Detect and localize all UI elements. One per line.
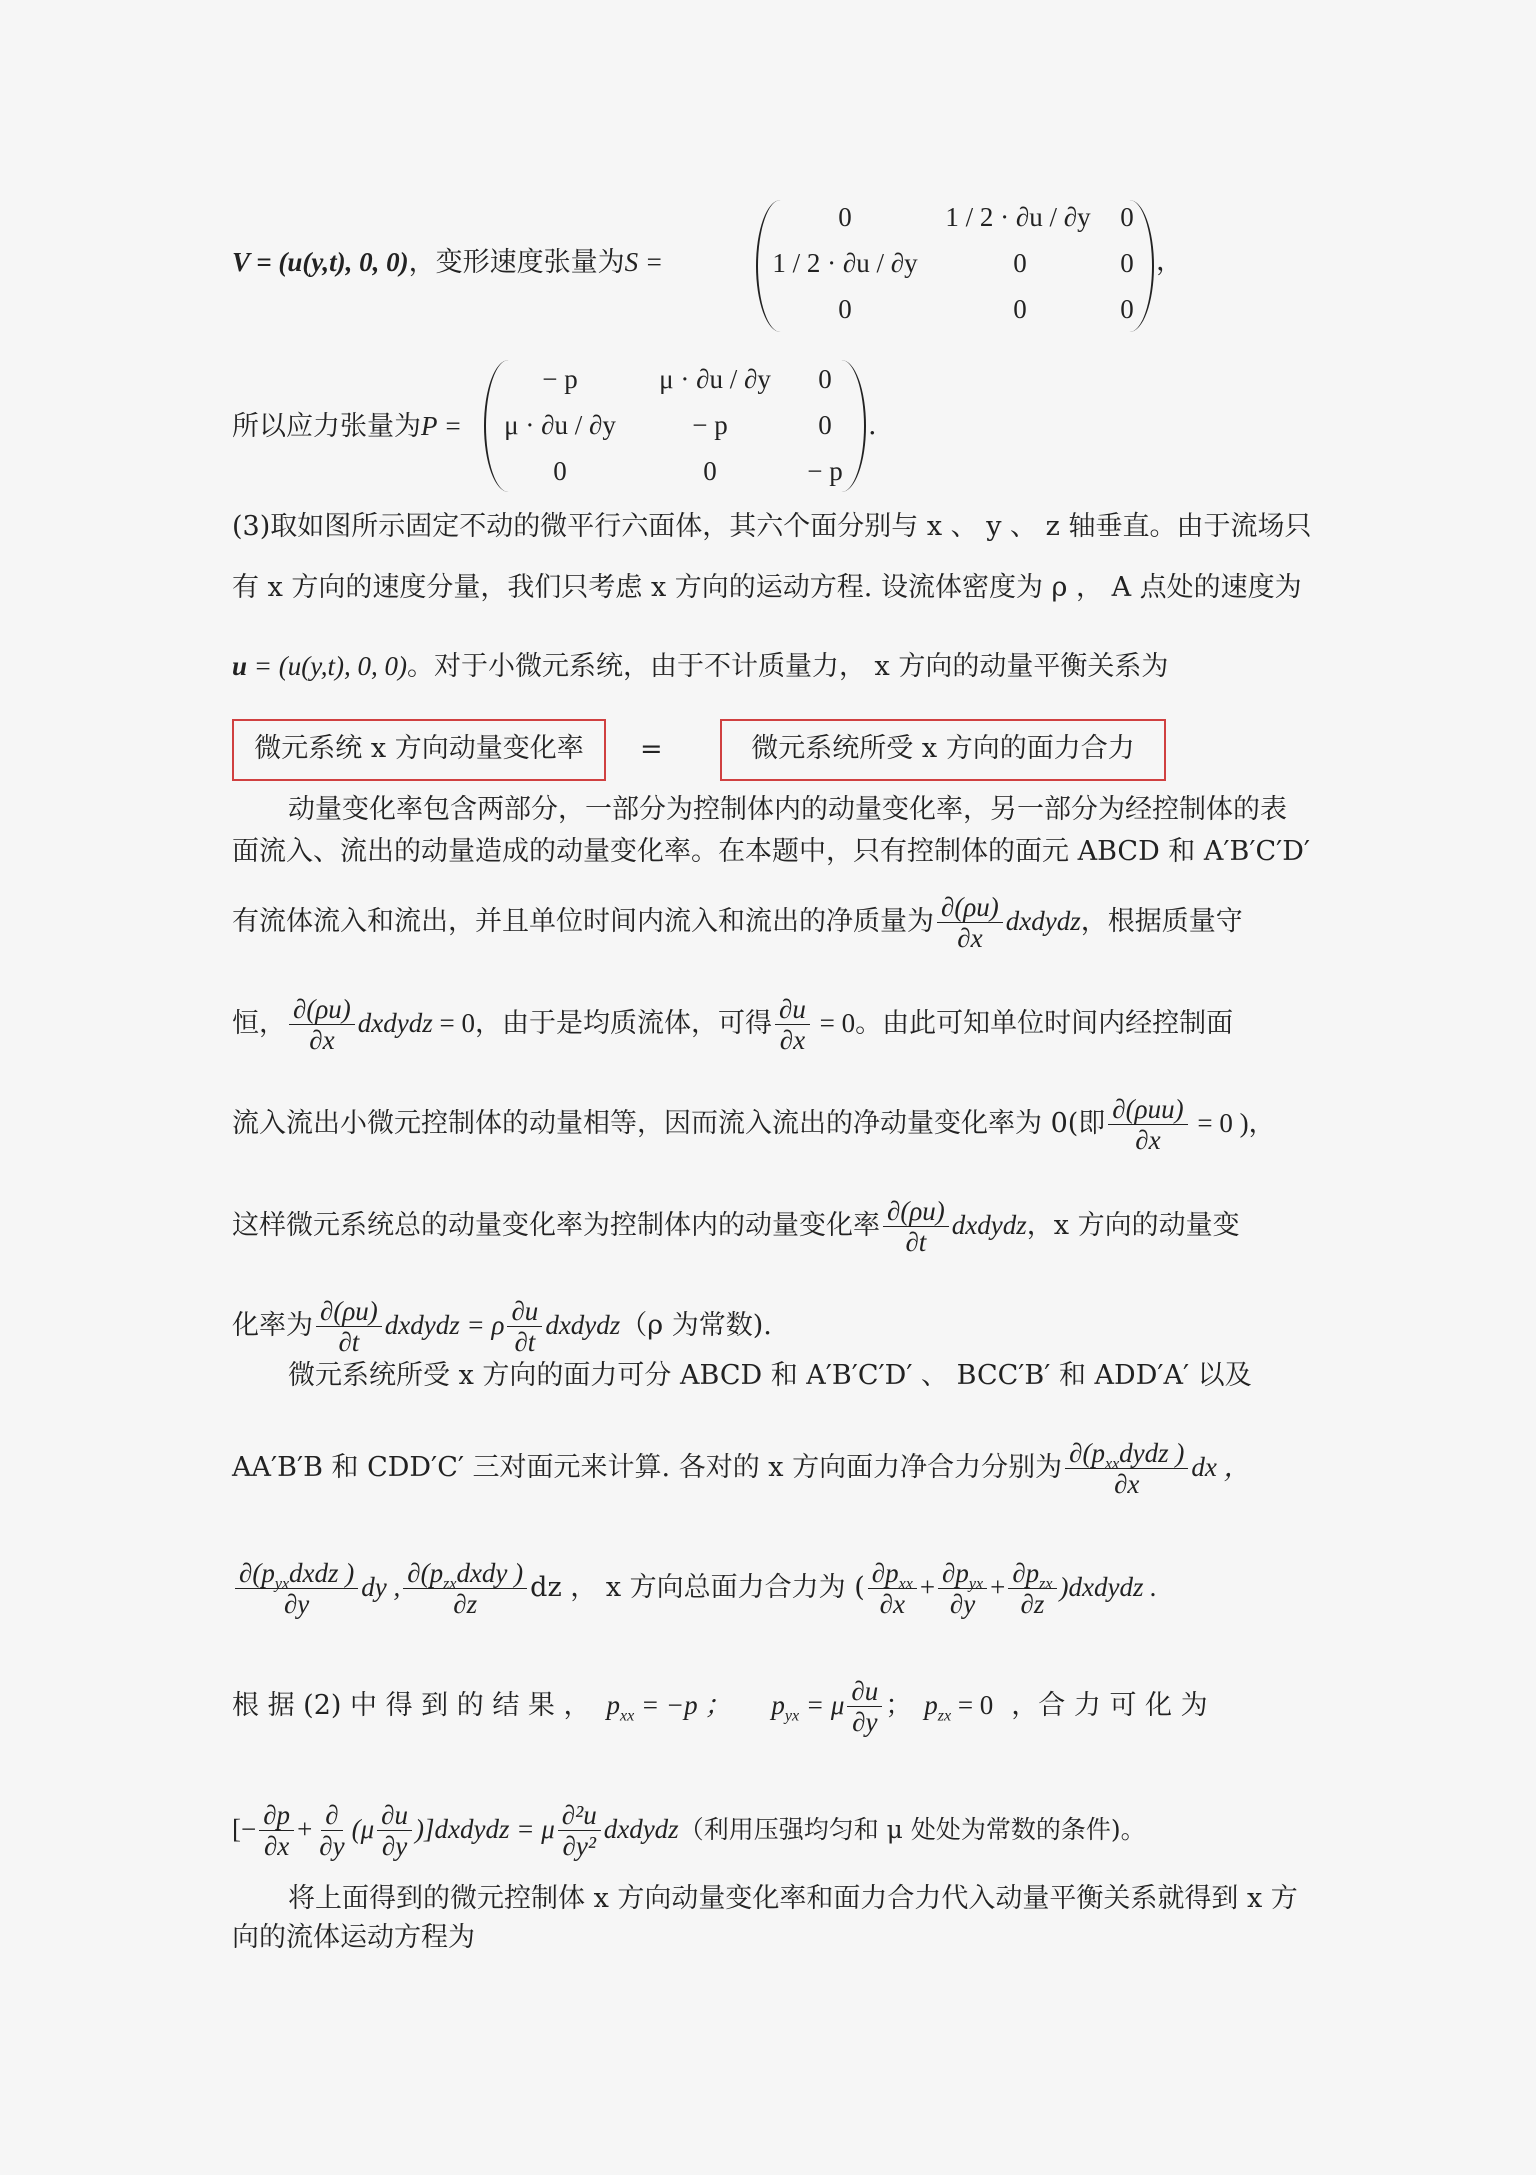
- matrix-p-cell: 0: [703, 456, 717, 486]
- velocity-vector: V = (u(y,t), 0, 0): [232, 247, 409, 277]
- surface-force-box: 微元系统所受 x 方向的面力合力: [720, 719, 1166, 781]
- paragraph-3-line-3: u = (u(y,t), 0, 0)。对于小微元系统，由于不计质量力， x 方向的动量平衡关系为: [232, 651, 1169, 682]
- matrix-s-cell: 0: [1120, 294, 1134, 324]
- stress-label: 所以应力张量为: [232, 411, 421, 442]
- matrix-s-cell: 1 / 2 · ∂u / ∂y: [772, 248, 918, 278]
- velocity-definition-line: V = (u(y,t), 0, 0)，变形速度张量为S =: [232, 247, 664, 278]
- paragraph-7-line-1: 将上面得到的微元控制体 x 方向动量变化率和面力合力代入动量平衡关系就得到 x 方: [288, 1883, 1298, 1914]
- momentum-rate-box: 微元系统 x 方向动量变化率: [232, 719, 606, 781]
- fraction: $\frac{\partial u}{\partial t}$: [507, 1296, 542, 1357]
- fraction: $\frac{\partial p_{xx}}{\partial x}$: [868, 1558, 917, 1619]
- matrix-s-cell: 0: [1013, 294, 1027, 324]
- paragraph-3-line-2: 有 x 方向的速度分量，我们只考虑 x 方向的运动方程. 设流体密度为 ρ ， A 点处的速度为: [232, 572, 1302, 603]
- paragraph-4-line-1: 动量变化率包含两部分，一部分为控制体内的动量变化率，另一部分为经控制体的表: [288, 794, 1287, 825]
- matrix-p-period: .: [868, 410, 877, 441]
- paragraph-4-line-4: 恒， $\frac{\partial(\rho u)}{\partial x}$ dxdydz = 0，由于是均质流体，可得 $\frac{\partial u}{\partial x}$ = 0。由此可知单位时间内经控制面: [232, 994, 1234, 1055]
- paragraph-3-line-1: (3)取如图所示固定不动的微平行六面体，其六个面分别与 x 、 y 、 z 轴垂直。由于流场只: [232, 511, 1312, 542]
- fraction: $\frac{\text{∂(ρuu)}}{\partial x}$: [1108, 1094, 1187, 1155]
- fraction: $\frac{\partial(\rho u)}{\partial t}$: [316, 1296, 382, 1357]
- paragraph-4-line-3: 有流体流入和流出，并且单位时间内流入和流出的净质量为 $\frac{\partial(\rho u)}{\partial x}$ dxdydz，根据质量守: [232, 892, 1243, 953]
- paragraph-6-line-2: [− $\frac{\partial p}{\partial x}$ + $\frac{\partial}{\partial y}$ (μ $\frac{\partial u}{\partial y}$ )]dxdydz = μ $\frac{\text{∂²u}}{\text{∂y²}}$ dxdydz（利用压强均匀和 μ 处处为常数的条件)。: [232, 1800, 1146, 1861]
- paragraph-5-line-1: 微元系统所受 x 方向的面力可分 ABCD 和 A′B′C′D′ 、 BCC′B′ 和 ADD′A′ 以及: [288, 1360, 1252, 1391]
- paragraph-7-line-2: 向的流体运动方程为: [232, 1922, 475, 1953]
- matrix-s-comma: ，: [1156, 246, 1183, 277]
- fraction: $\frac{\partial p_{zx}}{\partial z}$: [1008, 1558, 1056, 1619]
- paragraph-6-line-1: 根 据 (2) 中 得 到 的 结 果 ， $p_{xx} = -p$ ； $p_{yx} = \mu$ $\frac{\partial u}{\partial y}$ ； $p_{zx} = 0$ ，合 力 可 化 为: [232, 1676, 1208, 1737]
- fraction: $\frac{\partial(p_{zx}dxdy )}{\partial z}$: [403, 1558, 527, 1619]
- fraction: $\frac{\partial u}{\partial y}$: [847, 1676, 882, 1737]
- fraction: $\frac{\partial(p_{yx}dxdz )}{\partial y}$: [235, 1558, 358, 1619]
- fraction: $\frac{\text{∂²u}}{\text{∂y²}}$: [558, 1800, 601, 1861]
- paragraph-4-line-7: 化率为 $\frac{\partial(\rho u)}{\partial t}$ dxdydz = ρ $\frac{\partial u}{\partial t}$ dxdydz（ρ 为常数).: [232, 1296, 772, 1357]
- matrix-p-cell: μ · ∂u / ∂y: [659, 364, 771, 394]
- fraction: $\frac{\partial(\rho u)}{\partial x}$: [289, 994, 355, 1055]
- fraction: $\frac{\partial(p_{xx}dydz )}{\partial x}$: [1065, 1438, 1188, 1499]
- p-equals: P =: [421, 411, 462, 441]
- box-equals: =: [640, 734, 663, 765]
- paragraph-5-line-3: $\frac{\partial(p_{yx}dxdz )}{\partial y}$ dy , $\frac{\partial(p_{zx}dxdy )}{\partial z}$ dz ， x 方向总面力合力为 ( $\frac{\partial p_{xx}}{\partial x}$ + $\frac{\partial p_{yx}}{\partial y}$ + $\frac{\partial p_{zx}}{\partial z}$ )dxdydz .: [232, 1558, 1304, 1619]
- paragraph-4-line-5: 流入流出小微元控制体的动量相等，因而流入流出的净动量变化率为 0(即 $\frac{\text{∂(ρuu)}}{\partial x}$ = 0 )，: [232, 1094, 1276, 1155]
- matrix-s-cell: 0: [1120, 248, 1134, 278]
- matrix-s-cell: 0: [838, 202, 852, 232]
- paragraph-5-line-2: AA′B′B 和 CDD′C′ 三对面元来计算. 各对的 x 方向面力净合力分别为 $\frac{\partial(p_{xx}dydz )}{\partial x}$ dx ，: [232, 1438, 1251, 1499]
- matrix-s-cell: 0: [1120, 202, 1134, 232]
- matrix-s-cell: 0: [1013, 248, 1027, 278]
- matrix-p-cell: μ · ∂u / ∂y: [504, 410, 616, 440]
- matrix-p-cell: − p: [807, 456, 843, 486]
- fraction: $\frac{\partial u}{\partial x}$: [775, 994, 810, 1055]
- matrix-p-cell: 0: [818, 364, 832, 394]
- matrix-p-cell: − p: [692, 410, 728, 440]
- matrix-p-cell: 0: [818, 410, 832, 440]
- fraction: $\frac{\partial(\rho u)}{\partial x}$: [937, 892, 1003, 953]
- fraction: $\frac{\partial}{\partial y}$: [319, 1800, 345, 1861]
- matrix-s-cell: 0: [838, 294, 852, 324]
- s-equals: S =: [624, 247, 664, 277]
- fraction: $\frac{\partial p_{yx}}{\partial y}$: [938, 1558, 987, 1619]
- deformation-label: 变形速度张量为: [435, 247, 625, 278]
- paragraph-4-line-6: 这样微元系统总的动量变化率为控制体内的动量变化率 $\frac{\partial(\rho u)}{\partial t}$ dxdydz，x 方向的动量变: [232, 1196, 1240, 1257]
- matrix-p-cell: − p: [542, 364, 578, 394]
- fraction: $\frac{\partial(\rho u)}{\partial t}$: [883, 1196, 949, 1257]
- fraction: $\frac{\partial p}{\partial x}$: [259, 1800, 294, 1861]
- matrix-s-cell: 1 / 2 · ∂u / ∂y: [945, 202, 1091, 232]
- matrix-p-cell: 0: [553, 456, 567, 486]
- paragraph-4-line-2: 面流入、流出的动量造成的动量变化率。在本题中，只有控制体的面元 ABCD 和 A′B′C′D′: [232, 836, 1311, 867]
- fraction: $\frac{\partial u}{\partial y}$: [377, 1800, 412, 1861]
